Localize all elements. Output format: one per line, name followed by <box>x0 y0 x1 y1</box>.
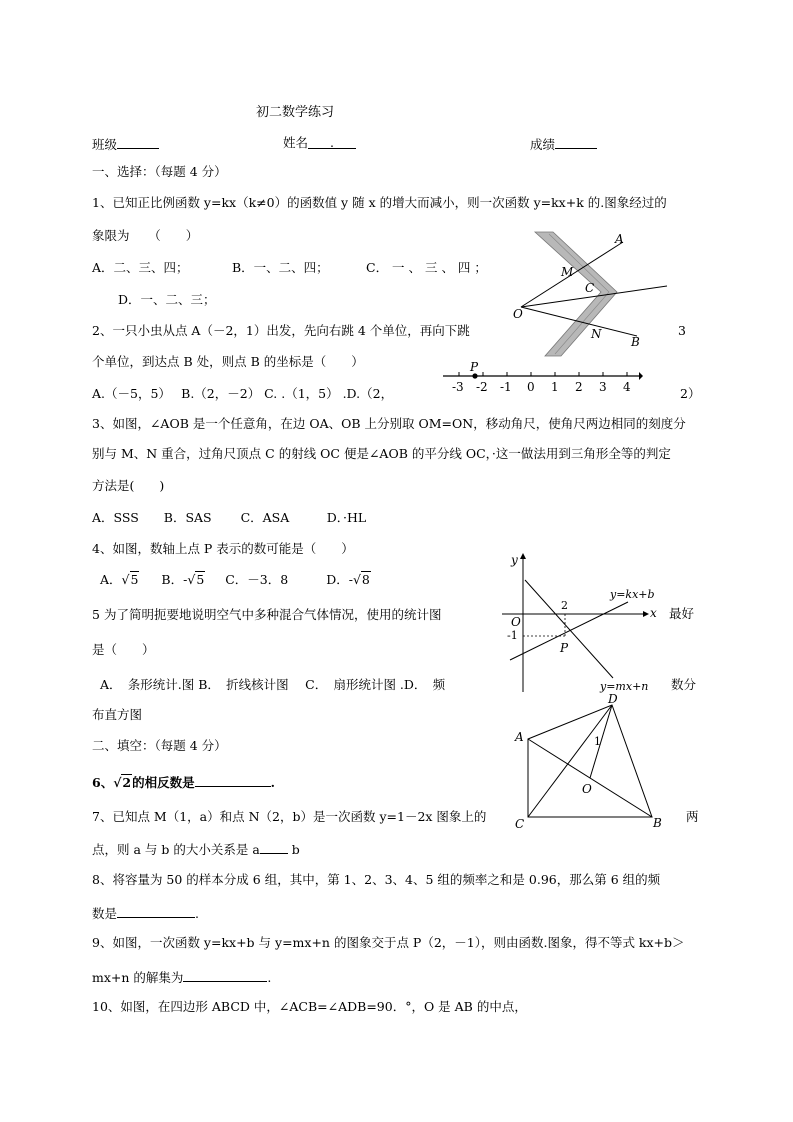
name-label: 姓名 <box>283 135 309 150</box>
q1-option-d: D．一、二、三； <box>118 292 216 307</box>
q2-options: A.（－5，5） B.（2，－2） C. .（1，5） .D.（2， <box>92 386 394 401</box>
q9-line1: 9、如图，一次函数 y=kx+b 与 y=mx+n 的图象交于点 P（2，－1），则由函数.图象，得不等式 kx+b＞ <box>92 935 685 950</box>
quadrilateral-figure <box>510 693 670 833</box>
q5-options-end: 数分 <box>671 677 697 692</box>
section2-heading: 二、填空：（每题 4 分） <box>92 738 227 753</box>
q1-option-a: A．二、三、四； <box>92 260 189 275</box>
q7-line1-end: 两 <box>686 809 699 824</box>
name-field <box>283 134 356 152</box>
q3-line3: 方法是( ) <box>92 478 165 493</box>
label-b: B <box>631 335 640 349</box>
number-line-tick-label: 4 <box>623 380 631 394</box>
label-d: D <box>608 692 618 706</box>
q9-blank[interactable] <box>183 967 267 982</box>
score-label: 成绩 <box>530 137 556 152</box>
q2-line2: 个单位，到达点 B 处，则点 B 的坐标是（ ） <box>92 354 364 369</box>
class-blank[interactable] <box>117 134 159 149</box>
q5-line1-end: 最好 <box>669 606 695 621</box>
number-line-tick-label: -3 <box>452 380 464 394</box>
line-mx-n-label: y=mx+n <box>600 680 649 693</box>
origin-label: O <box>511 615 521 629</box>
label-c: C <box>585 281 595 295</box>
page-title: 初二数学练习 <box>256 105 335 120</box>
tick-2-label: 2 <box>561 599 568 612</box>
q7-line2 <box>92 839 300 859</box>
score-blank[interactable] <box>555 134 597 149</box>
q7-line1: 7、已知点 M（1，a）和点 N（2，b）是一次函数 y=1－2x 图象上的 <box>92 809 487 824</box>
linear-graph-figure <box>500 550 670 695</box>
number-line-figure <box>443 358 643 398</box>
number-line-tick-label: 3 <box>599 380 607 394</box>
q6-blank[interactable] <box>195 772 271 787</box>
score-field <box>530 134 597 154</box>
radicand: 5 <box>130 572 139 587</box>
q5-text: 为了简明扼要地说明空气中多种混合气体情况，使用的统计图 <box>103 607 442 622</box>
line-kx-b <box>510 602 628 660</box>
q5-line2: 是（ ） <box>92 642 155 657</box>
q6-line <box>92 772 275 792</box>
q6-prefix: 6、 <box>92 775 114 790</box>
q8-line2-post: . <box>195 906 199 921</box>
name-dot: . <box>330 135 334 150</box>
q5-line4: 布直方图 <box>92 707 143 722</box>
q7-blank[interactable] <box>260 839 288 854</box>
q7-line2-post: b <box>291 842 300 857</box>
number-line-tick-label: -1 <box>500 380 512 394</box>
radicand: 5 <box>196 572 205 587</box>
point-p <box>472 373 477 378</box>
line-mx-n <box>525 580 613 678</box>
radicand: 2 <box>122 775 132 790</box>
sqrt-2 <box>113 774 132 792</box>
q4-options <box>100 571 371 589</box>
radicand: 8 <box>361 572 370 587</box>
x-axis-arrow-icon <box>643 611 649 617</box>
q6-text: 的相反数是 <box>132 775 195 790</box>
number-line-tick-label: 1 <box>551 380 559 394</box>
q4-option-d-prefix: D．- <box>326 572 353 587</box>
q5-number: 5 <box>92 607 100 622</box>
q1-line1: 1、已知正比例函数 y=kx（k≠0）的函数值 y 随 x 的增大而减小，则一次函数 y=kx+k 的.图象经过的 <box>92 195 667 210</box>
q9-line2-pre: mx+n 的解集为 <box>92 970 184 985</box>
label-a: A <box>515 730 524 744</box>
q1-option-b: B．一、二、四； <box>232 260 329 275</box>
q10-line1: 10、如图，在四边形 ABCD 中，∠ACB=∠ADB=90．°，O 是 AB 的中点， <box>92 999 527 1014</box>
radical-sign-icon: √ <box>352 572 361 587</box>
y-axis-label: y <box>511 553 518 567</box>
q8-line2-pre: 数是 <box>92 906 118 921</box>
q3-line2: 别与 M、N 重合，过角尺顶点 C 的射线 OC 便是∠AOB 的平分线 OC，·这一做法用到三角形全等的判定 <box>92 446 671 461</box>
number-line-tick-label: -2 <box>476 380 488 394</box>
class-label: 班级 <box>92 137 118 152</box>
sqrt-5-a <box>122 571 140 589</box>
number-line-arrow-icon <box>639 372 643 380</box>
point-p-label: P <box>560 641 569 655</box>
label-b: B <box>653 816 662 830</box>
section1-heading: 一、选择：（每题 4 分） <box>92 164 227 179</box>
q8-blank[interactable] <box>117 903 195 918</box>
label-m: M <box>561 265 574 279</box>
q4-option-b-prefix: B．- <box>161 572 188 587</box>
radical-sign-icon: √ <box>187 572 196 587</box>
q3-line1: 3、如图，∠AOB 是一个任意角，在边 OA、OB 上分别取 OM=ON，移动角尺，使角尺两边相同的刻度分 <box>92 416 686 431</box>
quadrilateral-outline <box>528 705 652 817</box>
q1-line2: 象限为 （ ） <box>92 228 199 243</box>
q3-options: A．SSS B．SAS C．ASA D．·HL <box>92 510 367 525</box>
q7-line2-pre: 点，则 a 与 b 的大小关系是 a <box>92 842 260 857</box>
q2-line1-end: 3 <box>678 323 686 338</box>
line-kx-b-label: y=kx+b <box>610 588 655 601</box>
q2-options-end: 2） <box>680 386 701 401</box>
radical-sign-icon: √ <box>121 572 130 587</box>
q4-option-a-prefix: A． <box>100 572 122 587</box>
radical-sign-icon: √ <box>113 775 122 790</box>
q8-line2 <box>92 903 199 923</box>
number-line-tick-label: 2 <box>575 380 583 394</box>
q6-end: . <box>270 775 275 790</box>
set-square-icon <box>535 232 617 356</box>
q9-line2-post: . <box>267 970 272 985</box>
point-p-label: P <box>470 360 479 374</box>
label-c: C <box>515 817 525 831</box>
tick-neg1-label: -1 <box>507 629 518 642</box>
q4-option-c: C．－3．8 <box>225 572 289 587</box>
y-axis-arrow-icon <box>520 553 526 559</box>
q2-line1: 2、一只小虫从点 A（－2，1）出发，先向右跳 4 个单位，再向下跳 <box>92 323 470 338</box>
q1-option-c: C． 一 、 三 、 四 ； <box>366 260 487 275</box>
sqrt-8 <box>353 571 371 589</box>
label-o: O <box>513 307 523 321</box>
q8-line1: 8、将容量为 50 的样本分成 6 组，其中，第 1、2、3、4、5 组的频率之和是 0.96，那么第 6 组的频 <box>92 872 661 887</box>
class-field <box>92 134 159 154</box>
label-o: O <box>582 782 592 796</box>
sqrt-5-b <box>187 571 205 589</box>
number-line-tick-label: 0 <box>527 380 535 394</box>
label-a: A <box>615 232 624 246</box>
angle-bisector-figure <box>505 228 685 363</box>
name-blank[interactable] <box>308 134 356 149</box>
label-n: N <box>591 327 602 341</box>
q5-options: A． 条形统计.图 B． 折线核计图 C． 扇形统计图 .D． 频 <box>100 677 446 692</box>
x-axis-label: x <box>650 606 657 620</box>
q5-line1 <box>92 606 441 624</box>
q9-line2 <box>92 967 271 987</box>
label-one: 1 <box>594 735 601 748</box>
q4-line1: 4、如图，数轴上点 P 表示的数可能是（ ） <box>92 541 354 556</box>
